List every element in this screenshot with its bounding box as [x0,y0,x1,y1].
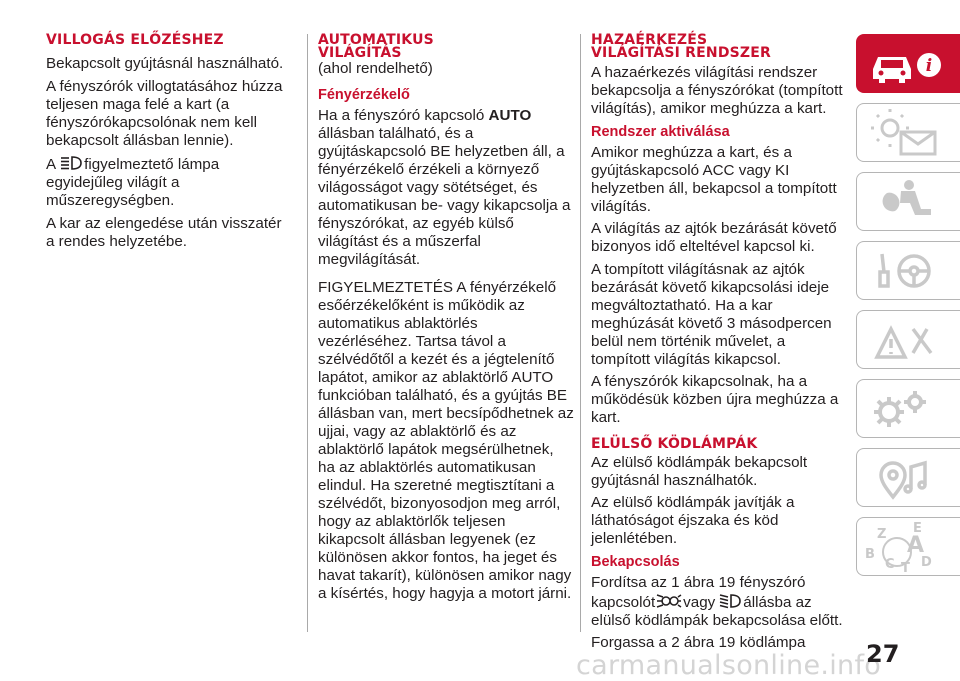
heading-villogas-elozeshez: VILLOGÁS ELŐZÉSHEZ [46,32,224,48]
paragraph: A hazaérkezés világítási rendszer bekapcsolja a fényszórókat (tompított világítás), amikor meghúzza a kart. [591,64,843,117]
svg-text:Z: Z [877,527,887,542]
tab-safety[interactable] [856,172,960,231]
svg-text:B: B [865,547,875,562]
parking-light-icon [655,592,683,610]
paragraph: Forgassa a 2 ábra 19 ködlámpa [591,634,806,651]
low-beam-icon [715,592,743,610]
alphabet-index-icon [857,518,960,577]
high-beam-icon [56,154,84,172]
heading-hazaerkezes: HAZAÉRKEZÉS VILÁGÍTÁSI RENDSZER [591,32,772,61]
subheading-bekapcsolas: Bekapcsolás [591,553,680,570]
paragraph: A fényszórók kikapcsolnak, ha a működésük közben újra meghúzza a kart. [591,373,839,426]
location-music-icon [857,449,960,508]
tab-maintenance[interactable] [856,379,960,438]
svg-text:i: i [925,56,933,76]
paragraph-warning-lamp: A figyelmeztető lámpa egyidejűleg világít a műszeregységben. [46,156,220,209]
svg-text:D: D [921,555,932,570]
column-divider [307,34,308,632]
heading-elulso-kodlampak: ELÜLSŐ KÖDLÁMPÁK [591,435,758,452]
tab-emergency[interactable] [856,310,960,369]
warning-triangle-tool-icon [857,311,960,370]
svg-text:E: E [913,521,922,536]
subnote: (ahol rendelhető) [318,60,433,77]
tab-car-info[interactable] [856,34,960,93]
column-hazaerkezes [591,34,846,657]
paragraph-warning: FIGYELMEZTETÉS A fényérzékelő esőérzékelőként is működik az automatikus ablaktörlés vezérléséhez. Tartsa távol a szélvédőtől a kezét és a jégtelenítő lapátot, amikor az ablaktörlő AUTO funkcióban található, és a gyújtás BE állásban van, mert becsípődhetnek az ujjai, vagy az ablaktörlő és az ablaktörlő lapátok megsérülhetnek, ha az ablaktörlés automatikusan elindul. Ha szeretné megtisztítani a szélvédőt, bizonyosodjon meg arról, hogy az ablaktörlők teljesen kikapcsolt állásban legyenek (ez különösen akkor fontos, ha jeget és havat takarít), különösen amikor nagy a kísértés, hogy hagyja a motort járni. [318,279,574,602]
paragraph: A kar az elengedése után visszatér a rendes helyzetébe. [46,214,282,250]
svg-text:C: C [885,557,895,572]
paragraph: Bekapcsolt gyújtásnál használható. [46,55,284,72]
paragraph: A világítás az ajtók bezárását követő bizonyos idő elteltével kapcsol ki. [591,220,837,255]
subheading-fenyerzekelo: Fényérzékelő [318,86,410,103]
gears-icon [857,380,960,439]
watermark: carmanualsonline.info [576,650,882,681]
column-automatikus-vilagitas [318,34,574,608]
page-number: 27 [866,640,900,668]
svg-text:A: A [907,533,925,558]
tab-dashboard-lights[interactable] [856,103,960,162]
keyword-auto: AUTO [488,106,532,124]
tab-multimedia[interactable] [856,448,960,507]
paragraph: A fényszórók villogtatásához húzza teljesen maga felé a kart (a fényszórókapcsolónak nem kell bekapcsolt állásban lennie). [46,77,283,149]
key-steering-wheel-icon [857,242,960,301]
svg-text:T: T [901,561,910,576]
car-info-icon [857,35,960,94]
paragraph-switch: Fordítsa az 1 ábra 19 fényszóró kapcsolót vagy állásba az elülső ködlámpák bekapcsolása előtt. [591,573,843,629]
paragraph: Az elülső ködlámpák javítják a láthatóságot éjszaka és köd jelenlétében. [591,494,795,547]
tab-index[interactable] [856,517,960,576]
paragraph-auto: Ha a fényszóró kapcsoló AUTO állásban található, és a gyújtáskapcsoló BE helyzetben áll, a fényérzékelő érzékeli a környező világosságot vagy sötétséget, és automatikusan be- vagy kikapcsolja a fényszórókat, az egyéb külső világítást és a műszerfal megvilágítását. [318,106,571,268]
subheading-rendszer-aktivalasa: Rendszer aktiválása [591,123,730,140]
paragraph: A tompított világításnak az ajtók bezárását követő kikapcsolási ideje megváltoztatható. Ha a kar meghúzását követő 3 másodpercen belül nem történik művelet, a tompított világítás kikapcsol. [591,260,832,368]
warning-light-message-icon [857,104,960,163]
column-villogas [46,34,284,255]
heading-automatikus-vilagitas: AUTOMATIKUS VILÁGÍTÁS [318,32,434,61]
paragraph: Az elülső ködlámpák bekapcsolt gyújtásnál használhatók. [591,453,808,489]
paragraph: Amikor meghúzza a kart, és a gyújtáskapcsoló ACC vagy KI helyzetben áll, bekapcsol a tompított világítás. [591,143,837,215]
column-divider [580,34,581,632]
tab-driving[interactable] [856,241,960,300]
seat-airbag-icon [857,173,960,232]
